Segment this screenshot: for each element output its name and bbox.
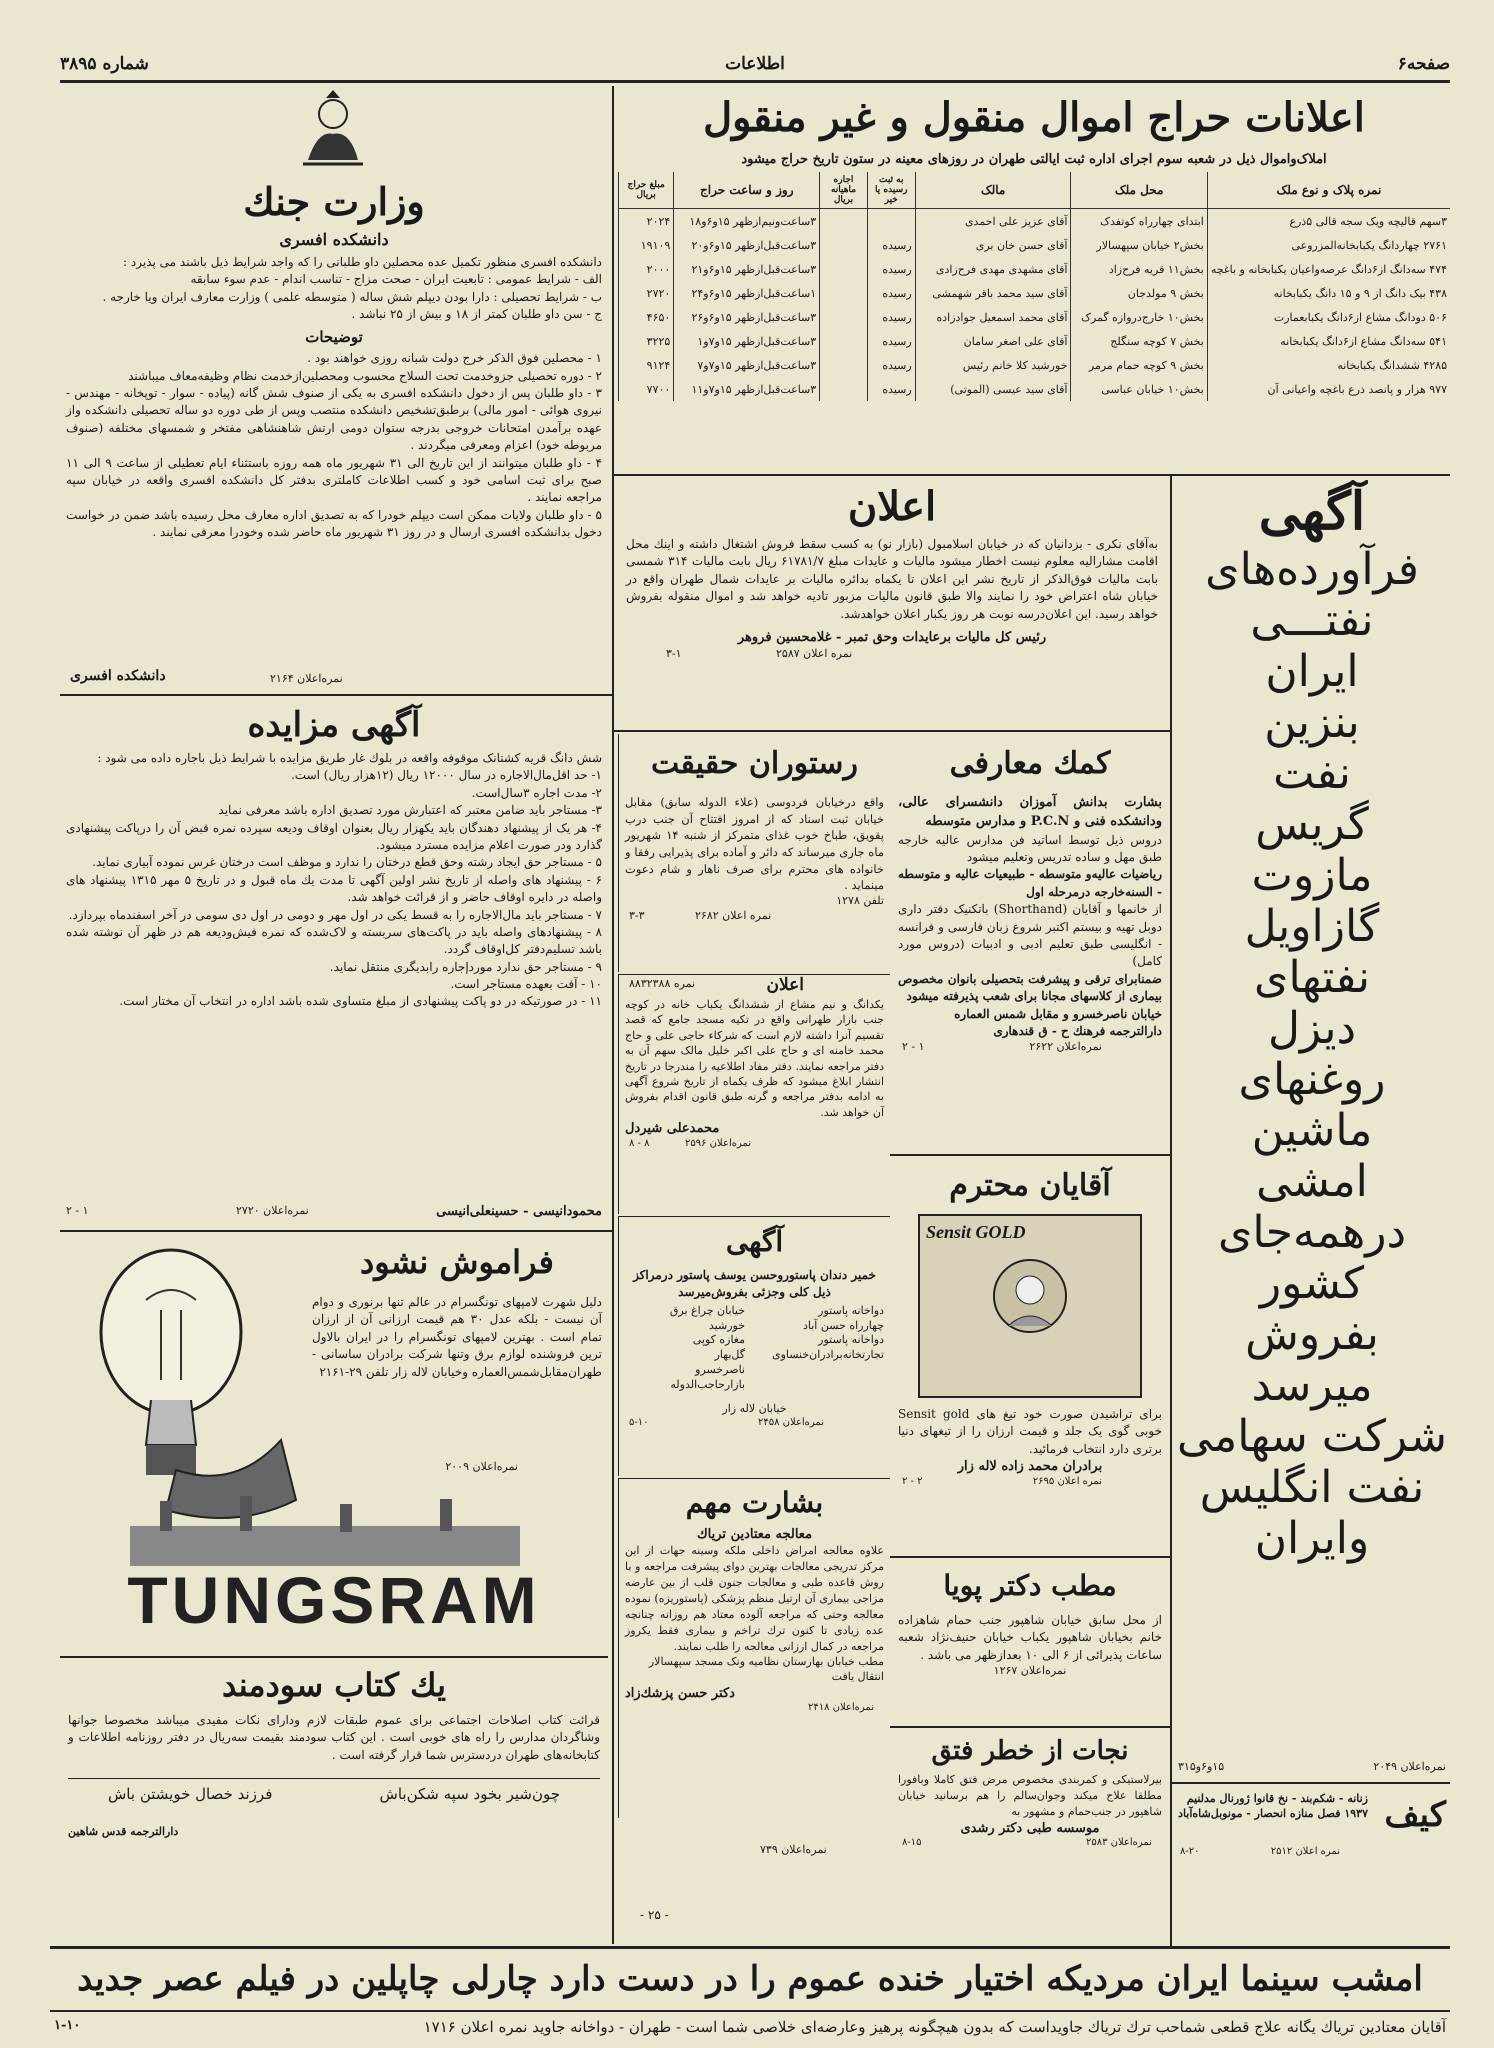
table-cell: ۳ساعت‌قبل‌ازظهر ۱۵و۶و۲۱ [674,257,820,281]
toothpaste-place: مغازه کوپی [692,1333,745,1347]
opium-treatment-ad [618,1478,890,1818]
header-rule [60,80,1450,83]
women-goods-serial: ۸-۲۰ [1180,1846,1200,1857]
women-goods-title: کیف [1384,1795,1446,1835]
opium-treatment-subtitle: معالجه معتادین تریاك [696,1527,813,1542]
table-cell: ۲۰۰۰ [619,257,674,281]
tax-notice-serial: ۳-۱ [666,646,682,660]
toothpaste-place: دواخانه پاستور [818,1333,884,1347]
war-ministry-ad [60,90,608,690]
women-goods-ad [1174,1786,1450,1862]
razor-blade-ad [892,1158,1168,1554]
table-cell [820,233,868,257]
table-cell [820,305,868,329]
women-goods-ad-number: نمره اعلان ۲۵۱۲ [1270,1846,1340,1857]
table-cell: ۴۲۸۵ ششدانگ یکبابخانه [1207,353,1450,377]
bid-notice-rule [60,1230,612,1232]
table-row [619,329,1451,353]
bid-notice-item: ۲- مدت اجاره ۳سال‌است. [471,785,602,800]
bid-notice-item: ۸ - پیشنهادهای واصله باید در پاکت‌های سربسته و لاک‌شده که نمره فیش‌ودیعه هم در ظهر آن نوشته شده باشد تسلیم‌دفتر کل‌اوقاف گردد. [66,924,602,957]
toothpaste-place: دواخانه پاستور [818,1303,884,1317]
table-cell: ۲۷۶۱ چهاردانگ یکبابخانه‌المزروعی [1207,233,1450,257]
table-cell: ۷۷۰۰ [619,377,674,401]
tungsram-logo: TUNGSRAM [127,1563,541,1637]
petroleum-line: بنزین [1264,697,1360,748]
petroleum-ad [1174,480,1450,1780]
bid-notice-item: ۴- هر یک از پیشنهاد دهندگان باید یکهزار ریال بعنوان اوقاف ودیعه سپرده نمره قبض آن را درپاکت پیشنهادی گذارد ودر صورت اعلام مزایده مسترد میشود. [66,820,602,852]
educational-line: دروس ذیل توسط اساتید فن مدارس عالیه خارجه طبق مهل و ساده تدریس وتعلیم میشود [898,832,1162,865]
opium-treatment-ad-number: نمره‌اعلان ۲۴۱۸ [807,1702,874,1714]
table-cell: ۹۷۷ هزار و پانصد ذرع باغچه واعیانی آن [1207,377,1450,401]
hernia-title: نجات از خطر فتق [931,1736,1129,1766]
war-ministry-note: ۵ - داو طلبان ولایات ممکن است دیپلم خودرا که به تصدیق اداره معارف محل رسیده باشد ضمن در خواست دخول بدانشکده افسری ارسال و در روز ۳۱ شهریور ماه حاضر شده وخودرا معرفی نمایند . [66,507,602,540]
property-notice-title: اعلان [766,975,804,995]
paper-name: اطلاعات [725,54,785,74]
hernia-body: بیرلاستیکی و کمربندی مخصوص مرض فتق کاملا وبافورا مطلقا علاج میکند وجوان‌سالم را هم برسانید خیابان شاهپور در جنب‌حمام و‌ مشهور به [898,1773,1162,1818]
table-cell: بخش ۹ کوچه حمام مرمر [1071,353,1207,377]
bid-notice-item: ۱- حد اقل‌مال‌الاجاره در سال ۱۲۰۰۰ ریال (۱۲هزار ریال) است. [290,768,602,783]
restaurant-serial: ۳-۳ [629,908,645,922]
property-notice-phone: نمره‌ ۸۸۳۲۳۸۸ [629,977,696,990]
war-ministry-note: ۳ - داو طلبان پس از دخول دانشکده افسری به یکی از صنوف شش گانه (پیاده - سوار - توپخانه - مهندس - نیروی هوائی - امور مالی) برطبق‌تشخیص دانشکده منتصب وپس از طی دوره دو ساله تحصیلی دانشکده واز عهده برآمدن امتحانات خروجی بدرجه ستوان دومی ارتش شاهنشاهی مفتخر و شمسهای مختلفه (صنوف مربوطه خود) اعزام ومعرفی میگردند . [66,386,602,453]
war-ministry-intro: دانشکده افسری منظور تکمیل عده محصلین داو طلبانی را که واجد شرایط ذیل باشند می پذیرد : [123,255,602,269]
face-portrait-illustration [990,1256,1070,1336]
educational-title: کمك معارفی [949,746,1111,781]
table-cell: ۳ساعت‌قبل‌ازظهر ۱۵و۷و۱ [674,329,820,353]
table-cell: ۳۲۲۵ [619,329,674,353]
petroleum-line: امشی [1256,1156,1368,1207]
table-cell: آقای محمد اسمعیل جوادزاده [915,305,1071,329]
restaurant-body: واقع درخیابان فردوسی (علاء الدوله سابق) مقابل خیابان ثبت اسناد که از امروز افتتاح آن جنب درب پقویق، طباخ خوب‌ غذای متمرکز از شنبه ۱۴ شهریور ماه جاری میرساند که دائر و آماده برای پذیرایی رفقا و خانواده های محترم برای صرف ناهار و شام دعوت مینماید . [625,795,884,893]
educational-line: ضمنابرای ترقی و پیشرفت بتحصیلی بانوان مخصوص بیماری از کلاسهای مجانا برای شعب پذیرفته میشود [898,971,1162,1004]
table-cell: رسیده [867,329,915,353]
war-ministry-signature: دانشکده افسری [70,668,166,684]
war-ministry-ad-number: نمره‌اعلان ۲۱۶۴ [270,672,343,685]
tax-notice-signature: رئیس کل مالیات برعایدات وحق تمبر - غلامحسین فروهر [737,629,1047,645]
toothpaste-ad-number: نمره‌اعلان ۲۴۵۸ [757,1416,824,1428]
table-cell: ۲۷۲۰ [619,281,674,305]
petroleum-line: گریس [1255,799,1369,850]
useful-book-verse-right: چون‌شیر بخود سپه شکن‌باش [379,1785,560,1804]
bottom-rule [50,1946,1450,1949]
hernia-ad [892,1730,1168,1864]
table-row [619,353,1451,377]
table-cell: بخش ۷ کوچه سنگلج [1071,329,1207,353]
toothpaste-serial: ۵-۱۰ [629,1416,649,1428]
petroleum-line: روغنهای [1238,1054,1386,1105]
useful-book-title: يك كتاب سودمند [221,1666,447,1704]
table-cell [867,209,915,234]
table-cell: رسیده [867,305,915,329]
tax-notice-rule [614,730,1170,732]
toothpaste-place: بازارحاجب‌الدوله [670,1378,745,1391]
table-cell [820,257,868,281]
razor-blade-rule [890,1556,1170,1558]
property-notice-ad-number: نمره‌اعلان ۲۵۹۶ [685,1137,752,1149]
war-ministry-note: ۴ - داو طلبان میتوانند از این تاریخ الی ۳۱ شهریور ماه همه روزه باستثناء ایام تعطیلی از ساعت ۹ الی ۱۱ صبح برای ثبت اسامی خود و کسب اطلاعات کاملتری بدفتر کل دانشکده افسری واقعه در خیابان سپه مراجعه نمایند . [66,455,602,505]
opium-footer-ad [50,2014,1450,2042]
war-ministry-rule [60,694,612,696]
war-ministry-title: وزارت جنك [243,179,425,224]
table-cell: ۳ساعت‌قبل‌ازظهر ۱۵و۶و۲۶ [674,305,820,329]
column-header: محل ملک [1071,172,1207,209]
petroleum-line: مازوت [1251,850,1373,901]
toothpaste-place: گل‌بهار [714,1348,745,1362]
bid-notice-title: آگهی مزایده [247,705,421,745]
petroleum-line: ایران [1265,646,1359,697]
table-cell: ۳ساعت‌قبل‌ازظهر ۱۵و۷و۷ [674,353,820,377]
toothpaste-place: خورشید [708,1318,745,1332]
petroleum-rule [1172,1782,1450,1784]
bid-notice-item: ۳- مستاجر باید ضامن معتبر که اعتبارش مورد تصدیق اداره باشد معرفی نماید [218,803,602,818]
table-cell: رسیده [867,257,915,281]
educational-rule [890,1154,1170,1156]
razor-blade-package [918,1214,1142,1398]
table-cell: ۳ساعت‌قبل‌ازظهر ۱۵و۶و۲۰ [674,233,820,257]
lion-and-sun-emblem [298,90,368,170]
bid-notice-ad-number: نمره‌اعلان ۲۷۲۰ [236,1204,309,1217]
table-cell [820,281,868,305]
toothpaste-ad [618,1216,890,1476]
war-ministry-notes-title: توضیحات [305,327,363,346]
bid-notice-serial: ۱ - ۲ [66,1204,89,1217]
toothpaste-title: آگهی [725,1225,784,1258]
petroleum-line: نفتهای [1254,952,1370,1003]
petroleum-line: گازاویل [1244,901,1380,952]
toothpaste-body: خمیر دندان پاستوروحسن یوسف پاستور درمراکز ذیل کلی وجزئی بفروش‌میرسد [633,1268,876,1300]
war-ministry-condition: ب - شرایط تحصیلی : دارا بودن دیپلم شش ساله ( متوسطه علمی ) وزارت معارف ایران ویا خارجه . [102,289,602,304]
auction-subtitle: املاک‌واموال ذیل در شعبه سوم اجرای اداره ثبت ایالتی طهران در روزهای معینه در ستون تاریخ حراج میشود [741,152,1327,167]
table-cell: آقای مشهدی مهدی فرح‌زادی [915,257,1071,281]
petroleum-line: بفروش [1245,1309,1379,1360]
hernia-ad-number: نمره‌اعلان ۲۵۸۳ [1085,1837,1152,1849]
table-header-row [619,172,1451,209]
table-cell: بخش ۹ مولدجان [1071,281,1207,305]
war-ministry-condition: الف - شرایط عمومی : تابعیت ایران - صحت مزاج - تناسب اندام - عدم سوء سابقه [190,272,602,287]
column-header: روز و ساعت حراج [674,172,820,209]
table-row [619,281,1451,305]
useful-book-footer: دارالترجمه قدس شاهین [68,1825,179,1839]
restaurant-ad [618,734,890,972]
hernia-serial: ۸-۱۵ [902,1837,922,1849]
table-row [619,209,1451,234]
column-rule-main [612,86,614,1944]
useful-book-body: قرائت کتاب اصلاحات اجتماعی برای عموم طبقات لازم ودارای نکات مفیدی میباشد مخصوصا جوانها وشاگردان مدارس را راه های خوبی است . این کتاب سودمند بقیمت سه‌ریال در دفتر روزنامه اطلاعات و کتابخانه‌های طهران دردسترس شما قرار گرفته است . [68,1713,600,1762]
table-cell: ۳ساعت‌قبل‌ازظهر ۱۵و۷و۱۱ [674,377,820,401]
restaurant-title: رستوران حقیقت [651,746,858,781]
table-cell: ابتدای چهارراه کوتفدک [1071,209,1207,234]
issue-number: شماره ۳۸۹۵ [60,54,149,74]
auction-table [618,172,1450,401]
auction-section [618,86,1450,472]
cinema-rule [50,2010,1450,2012]
factory-illustration [120,1496,530,1566]
toothpaste-place: خیابان چراغ برق [669,1303,745,1317]
toothpaste-place: چهارراه حسن آباد [802,1318,884,1332]
opium-treatment-body: علاوه معالجه امراض داخلی ملکه وسینه جهات از این مرکز تدریجی معالجات بهترین دوای پیشرفت مراجعه و با روش قاعده طبی و معالجات جنون قلب از بین عارضه مزاجی بیماری آن ارتیل منظم پزشکی (پاستوریزه) نموده معالجه وحتی که مراجعه آلوده معتاد هم روزانه چنانچه عده زیادی تا کنون ترك تراخم و بیماری فقط یکروز مراجعه در کمال ارزانی معالجه را طلب نمایند. [625,1544,884,1653]
table-cell: ۳ساعت‌ونیم‌ازظهر ۱۵و۶و۱۸ [674,209,820,234]
table-cell: آقای عزیز علی احمدی [915,209,1071,234]
table-cell: ۳سهم قالیچه ویک سجه قالی ۵ذرع [1207,209,1450,234]
table-cell: ۵۰۶ دودانگ مشاع از۶دانگ یکبابعمارت [1207,305,1450,329]
table-cell: ۴۷۴ سه‌دانگ از۶دانگ عرصه‌واعیان یکبابخانه و باغچه [1207,257,1450,281]
war-ministry-note: ۲ - دوره تحصیلی جزوخدمت تحت السلاح محسوب ومحصلین‌ازخدمت نظام وظیفه‌معاف میباشند [128,368,602,383]
column-header: نمره پلاک و نوع ملک [1207,172,1450,209]
cinema-banner-text: امشب سینما ایران مردیکه اختیار خنده عموم را در دست دارد چارلی چاپلین در فیلم عصر جدید [77,1959,1423,1999]
table-cell: ۴۳۸ بیک دانگ از ۹ و ۱۵ دانگ یکبابخانه [1207,281,1450,305]
table-cell: بخش۱۱ قریه فرح‌زاد [1071,257,1207,281]
page-number: صفحه۶ [1397,54,1450,74]
table-cell: ۹۱۲۴ [619,353,674,377]
razor-blade-seller: برادران محمد زاده لاله زار [957,1459,1103,1475]
petroleum-line: وایران [1254,1513,1370,1564]
table-cell: آقای سید عیسی (الموتی) [915,377,1071,401]
column-header: به ثبت رسیده یا خیر [867,172,915,209]
useful-book-verse-left: فرزند خصال خویشتن باش [108,1785,273,1804]
table-cell: بخش۱۰ خارج‌دروازه گمرک [1071,305,1207,329]
educational-serial: ۱ - ۲ [902,1040,925,1054]
educational-line: دارالترجمه فرهنك ح - ق قندهاری [993,1023,1162,1038]
table-cell: ۴۶۵۰ [619,305,674,329]
opium-treatment-ad-number-2: نمره‌اعلان ۷۳۹ [760,1843,827,1856]
razor-blade-ad-number: نمره اعلان ۲۶۹۵ [1032,1475,1102,1487]
bid-notice-intro: شش دانگ قریه کشتانک موقوفه واقعه در بلوك غار طریق مزایده با شرایط ذیل باجاره داده می شود : [97,751,602,765]
razor-blade-body: برای تراشیدن صورت خود تیغ های Sensit gold خوبی گوی یک جلد و قیمت ارزان را از تیغهای دنیا برتری دارد انتخاب فرمائید. [898,1407,1162,1456]
tax-notice-title: اعلان [847,483,937,530]
column-header: اجاره ماهیانه بریال [820,172,868,209]
table-cell: آقای سید محمد باقر شهمشی [915,281,1071,305]
petroleum-line: کشور [1259,1258,1365,1309]
table-row [619,257,1451,281]
bid-notice-signatories: محمودانیسی - حسینعلی‌انیسی [436,1204,602,1219]
petroleum-line: فرآورده‌های [1205,544,1419,595]
razor-blade-serial: ۲ - ۲ [902,1475,923,1487]
table-cell: رسیده [867,281,915,305]
property-notice-body: یکدانگ و نیم مشاع از ششدانگ یکباب خانه در کوچه جنب بازار طهرانی واقع‌ در تکیه مسجد جامع که قصد تقسیم آنرا داشته لازم است که شرکاء حاجی علی و حاج محمد خامنه ای و حاج علی اکبر خلیل مالک سهم آن به دفتر مراجعه نمایند. دفتر مفاد اطلاعیه را مندرجا در تاریخ انتشار ابلاغ میشود که ظرف یکماه از تاریخ شروع آگهی به ادامه بدفتر مراجعه و گرنه طبق قانون اقدام بفروش آن خواهد شد. [625,998,884,1119]
table-cell: ۱۹۱۰۹ [619,233,674,257]
bid-notice-item: ۱۰ - آفت بعهده مستاجر است. [450,977,602,992]
petroleum-line: دیزل [1267,1003,1357,1054]
bid-notice-item: ۷ - مستاجر باید مال‌الاجاره را به قسط یکی در اول مهر و دومی در اول دی سومی در آخر اسفندماه بپردازد. [68,907,602,922]
educational-ad-number: نمره‌اعلان ۲۶۲۲ [1029,1040,1102,1054]
table-cell: بخش۲ خیابان سپهسالار [1071,233,1207,257]
petroleum-line: نفت انگلیس [1199,1462,1425,1513]
page-header [60,52,1450,78]
tungsram-ad [60,1234,608,1654]
useful-book-ad [60,1656,608,1942]
petroleum-title: آگهی [1258,481,1366,542]
petroleum-line: ماشین [1251,1105,1373,1156]
tungsram-ad-number: نمره‌اعلان ۲۰۰۹ [445,1460,518,1473]
light-bulb-illustration [66,1240,306,1530]
auction-bottom-rule [614,474,1450,476]
educational-line: خیابان ناصرخسرو و مقابل شمس العماره [954,1006,1162,1021]
restaurant-date: تلفن ۱۲۷۸ [836,894,884,908]
auction-title: اعلانات حراج اموال منقول و غیر منقول [703,94,1365,141]
opium-treatment-address: مطب خیابان بهارستان نظامیه ونک مسجد سپهسالار انتقال یافت [648,1654,884,1683]
petroleum-product-list [1174,544,1450,1564]
table-cell: بخش۱۰ خیابان عباسی [1071,377,1207,401]
bid-notice-item: ۱۱ - در صورتیکه در دو پاکت پیشنهادی از مبلغ متساوی شده باشد اداره در انتخاب آن مختار است. [119,994,602,1009]
table-cell: رسیده [867,353,915,377]
table-cell [820,329,868,353]
bid-notice-item: ۶ - پیشنهاد های واصله از تاریخ نشر اولین آگهی تا مدت یك ماه قبول و در تاریخ ۵ مهر ۱۳۱۵ پیشنهاد های واصله در دایره اوقاف حاضر و از قرائت خواهد شد. [66,872,603,905]
table-row [619,233,1451,257]
toothpaste-place: ناصرخسرو [695,1363,745,1377]
property-notice-ad [618,974,890,1214]
tax-notice-ad [618,478,1166,728]
table-cell: آقای علی اصغر سامان [915,329,1071,353]
table-cell: ۱ساعت‌قبل‌ازظهر ۱۵و۶و۲۴ [674,281,820,305]
war-ministry-subtitle: دانشکده افسری [279,230,389,249]
bid-notice-ad [60,700,608,1228]
educational-line: ریاضیات عالیه‌و متوسطه - طبیعیات عالیه‌ و متوسطه - السنه‌خارجه‌ درمرحله اول [898,867,1162,899]
clinic-rule [890,1726,1170,1728]
clinic-ad [892,1560,1168,1724]
petroleum-line: شرکت سهامی [1176,1411,1448,1462]
educational-line: از خانمها و آقایان (Shorthand) باتکنیک دفتر داری دوبل تهیه و بیستم اکتبر شروع زبان فارسی و فرانسه - انگلیسی طبق تعلیم ادبی و ادبیات (دروس مورد کامل) [898,902,1163,969]
cinema-banner [50,1950,1450,2008]
table-cell: رسیده [867,233,915,257]
hernia-institute: موسسه طبی دکتر رشدی [960,1820,1100,1836]
toothpaste-street: خیابان لاله زار [722,1401,787,1415]
educational-ad [892,734,1168,1152]
column-header: مبلغ حراج بریال [619,172,674,209]
educational-line: بشارت بدانش آموزان دانشسرای عالی، ودانشکده فنی و P.C.N و مدارس متوسطه [898,795,1162,829]
bid-notice-item: ۵ - مستاجر حق ایجاد رشته وحق قطع درختان را ندارد و موظف است درختان غرس نموده آبیاری نماید. [92,855,602,870]
table-row [619,305,1451,329]
opium-treatment-doctor: دکتر حسن پزشك‌زاد [625,1685,735,1701]
table-cell: آقای حسن خان بری [915,233,1071,257]
table-row [619,377,1451,401]
opium-treatment-title: بشارت مهم [685,1486,824,1519]
razor-blade-brand: Sensit GOLD [926,1222,1026,1242]
clinic-title: مطب دکتر پویا [943,1569,1117,1602]
table-cell: رسیده [867,377,915,401]
razor-blade-title: آقایان محترم [949,1168,1111,1203]
petroleum-ad-number: نمره‌اعلان ۲۰۴۹ [1373,1760,1446,1773]
clinic-ad-number: نمره‌اعلان ۱۲۶۷ [993,1664,1067,1678]
tax-notice-ad-number: نمره اعلان ۲۵۸۷ [776,646,853,660]
war-ministry-note: ۱ - محصلین فوق الذکر خرج دولت شبانه روزی خواهند بود . [307,351,602,366]
column-rule-ads [1170,476,1172,1946]
table-cell: خورشید کلا خانم رئیس [915,353,1071,377]
clinic-body: از محل سابق خیابان شاهپور جنب حمام شاهزاده خانم‌ بخیابان شاهپور یکباب خیابان حنیف‌نژاد شعبه ساعات پذیرائی از ۶ الی ۱۰ بعدازظهر می باشد . [898,1613,1162,1662]
table-cell: ۲۰۲۴ [619,209,674,234]
petroleum-line: نفتـــی [1250,595,1374,646]
bid-notice-item: ۹ - مستاجر حق ندارد موردإجاره رابدیگری منتقل نماید. [329,959,602,974]
property-notice-serial: ۸ - ۸ [629,1137,650,1149]
tungsram-title: فراموش نشود [360,1243,554,1281]
column-header: مالک [915,172,1071,209]
table-cell [820,377,868,401]
restaurant-ad-number: نمره اعلان ۲۶۸۲ [695,908,772,922]
war-ministry-condition: ج - سن داو طلبان کمتر از ۱۸ و بیش از ۲۵ نباشد . [351,307,602,322]
petroleum-line: میرسد [1251,1360,1373,1411]
opium-footer-text: آقایان معتادین تریاك یگانه علاج قطعی شماحب ترك تریاك جاویداست که بدون هیچگونه پرهیز وعارضه‌ای خلاصی شما است - طهران - دواخانه جاوید نمره اعلان ۱۷۱۶ [423,2018,1446,2036]
property-notice-signature: محمدعلی شیردل [625,1121,720,1137]
table-cell [820,353,868,377]
tax-notice-body: به‌آقای نکری - بزدانیان که در خیابان اسلامبول (بازار نو) به کسب سقط فروش اشتغال داشته و اینك محل‌ اقامت مشارالیه معلوم نیست اخطار میشود مالیات و عایدات مبلغ ۶۱۷۸۱/۷ ریال بابت مالیات ۳۱۴ شمسی بابت مالیات فوق‌الذکر از تاریخ نشر این اعلان تا یکماه بدائره مالیات بر عایدات شمال طهران واقع در خیابان شاه اعتراض خود را نمایند والا طبق قانون مالیات مزبور تادیه خواهد شد و اموال منقوله بفروش خواهد رسید. این اعلان‌درسه نوبت هر روز یکبار اعلان خواهدشد. [626,537,1159,621]
table-cell: ۵۴۱ سه‌دانگ مشاع از۶دانگ یکبابخانه [1207,329,1450,353]
toothpaste-place: تجارتخانه‌برادران‌خنساوی [771,1348,884,1362]
page-folio: - ۲۵ - [640,1908,669,1922]
petroleum-line: نفت [1273,748,1351,799]
table-cell [820,209,868,234]
petroleum-serial: ۱۵و۶و۳۱۵ [1178,1760,1225,1773]
women-goods-body: زنانه - شکم‌بند - نخ قانوا ژورنال مدلنیم ۱۹۳۷ فصل منازه‌ انحصار - مونوبل‌شاه‌آباد [1178,1792,1368,1820]
tungsram-body: دلیل شهرت لامپهای تونگسرام در عالم تنها برنوری و دوام آن نیست - بلکه عدل ۳۰ هم قیمت ارزانی آن از ارزان تمام است . بهترین لامپهای تونگسرام را در ایران بالاول ترین فروشنده لوازم برق وتنها شرکت برادران ساسانی - طهران‌مقابل‌شمس‌العماره وخیابان لاله زار تلفن ۲۹-۲۱۶۱ [312,1295,602,1379]
petroleum-line: درهمه‌جای [1217,1207,1407,1258]
opium-footer-serial: ۱-۱۰ [54,2018,81,2033]
